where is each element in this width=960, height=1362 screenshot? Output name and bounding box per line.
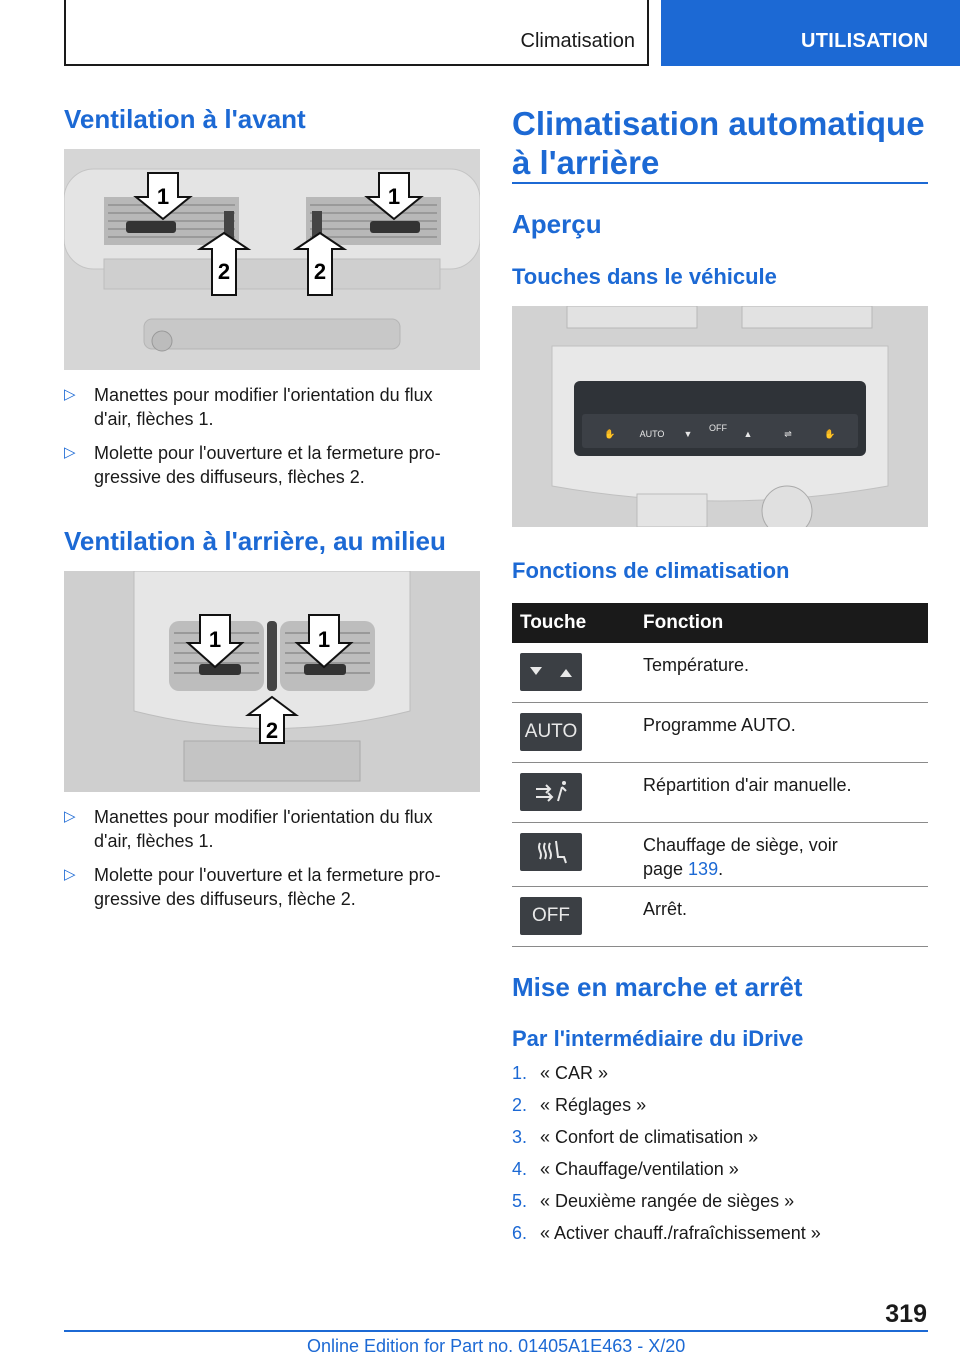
svg-text:✋: ✋ bbox=[604, 429, 616, 439]
table-header-key: Touche bbox=[520, 612, 587, 633]
list-item: ▷ Manettes pour modifier l'orientation du flux d'air, flèches 1. bbox=[64, 385, 433, 429]
table-row: Température. bbox=[512, 643, 928, 703]
svg-text:▲: ▲ bbox=[743, 429, 753, 439]
panel-off-label: OFF bbox=[709, 423, 727, 433]
rear-callout-1-left: 1 bbox=[208, 627, 222, 652]
rear-ventilation-heading: Ventilation à l'arrière, au milieu bbox=[64, 526, 446, 556]
rear-climate-panel-photo bbox=[512, 306, 928, 527]
seat-heating-icon bbox=[520, 833, 582, 871]
front-ventilation-list bbox=[64, 383, 474, 499]
list-item: 6. « Activer chauff./rafraîchissement » bbox=[512, 1223, 821, 1243]
header-section-title: Climatisation bbox=[520, 30, 635, 52]
list-item: ▷ Molette pour l'ouverture et la fermeture pro-gressive des diffuseurs, flèches 2. bbox=[64, 443, 441, 487]
off-key-icon: OFF bbox=[520, 897, 582, 935]
front-callout-1-right: 1 bbox=[387, 184, 401, 209]
list-item: ▷ Molette pour l'ouverture et la fermeture pro-gressive des diffuseurs, flèche 2. bbox=[64, 865, 441, 909]
header-chapter-tab bbox=[661, 0, 960, 66]
table-row: Répartition d'air manuelle. bbox=[512, 763, 928, 823]
buttons-heading: Touches dans le véhicule bbox=[512, 264, 777, 289]
table-row: AUTO Programme AUTO. bbox=[512, 703, 928, 763]
svg-text:▼: ▼ bbox=[683, 429, 693, 439]
front-callout-1-left: 1 bbox=[156, 184, 170, 209]
rear-vents-photo bbox=[64, 571, 480, 792]
front-callout-2-right: 2 bbox=[313, 259, 327, 284]
list-item: 3. « Confort de climatisation » bbox=[512, 1127, 759, 1147]
front-vents-photo bbox=[64, 149, 480, 370]
footer-edition: Online Edition for Part no. 01405A1E463 - X/20 bbox=[307, 1336, 686, 1356]
table-header-function: Fonction bbox=[643, 612, 724, 633]
rear-callout-2: 2 bbox=[265, 718, 279, 743]
functions-heading: Fonctions de climatisation bbox=[512, 558, 790, 583]
list-item: ▷ Manettes pour modifier l'orientation du flux d'air, flèches 1. bbox=[64, 807, 433, 851]
front-callout-2-left: 2 bbox=[217, 259, 231, 284]
idrive-steps-list bbox=[512, 1061, 821, 1253]
front-ventilation-heading: Ventilation à l'avant bbox=[64, 104, 306, 134]
panel-auto-label: AUTO bbox=[639, 429, 665, 439]
triangle-bullet-icon: ▷ bbox=[64, 386, 76, 403]
svg-text:✋: ✋ bbox=[824, 429, 836, 439]
triangle-bullet-icon: ▷ bbox=[64, 808, 76, 825]
temperature-arrows-icon bbox=[520, 653, 582, 691]
onoff-heading: Mise en marche et arrêt bbox=[512, 972, 803, 1002]
rear-climate-heading: Climatisation automatique à l'arrière bbox=[512, 105, 925, 181]
page-link-139[interactable]: 139 bbox=[688, 859, 719, 879]
header-chapter-title: UTILISATION bbox=[801, 30, 929, 52]
heading-rule bbox=[512, 182, 928, 184]
air-distribution-icon bbox=[520, 773, 582, 811]
rear-callout-1-right: 1 bbox=[317, 627, 331, 652]
svg-text:⇌: ⇌ bbox=[784, 429, 792, 439]
rear-ventilation-list bbox=[64, 805, 474, 921]
auto-key-icon: AUTO bbox=[520, 713, 582, 751]
table-header bbox=[512, 603, 928, 643]
table-row: OFF Arrêt. bbox=[512, 887, 928, 947]
list-item: 4. « Chauffage/ventilation » bbox=[512, 1159, 739, 1179]
header-section-box bbox=[64, 0, 649, 66]
triangle-bullet-icon: ▷ bbox=[64, 444, 76, 461]
list-item: 5. « Deuxième rangée de sièges » bbox=[512, 1191, 795, 1211]
triangle-bullet-icon: ▷ bbox=[64, 866, 76, 883]
table-row: Chauffage de siège, voir page 139. bbox=[512, 823, 928, 887]
overview-heading: Aperçu bbox=[512, 209, 602, 239]
footer-rule bbox=[64, 1330, 928, 1332]
idrive-heading: Par l'intermédiaire du iDrive bbox=[512, 1026, 804, 1051]
functions-table bbox=[512, 603, 928, 947]
list-item: 1. « CAR » bbox=[512, 1063, 609, 1083]
list-item: 2. « Réglages » bbox=[512, 1095, 647, 1115]
page-number: 319 bbox=[885, 1300, 927, 1328]
